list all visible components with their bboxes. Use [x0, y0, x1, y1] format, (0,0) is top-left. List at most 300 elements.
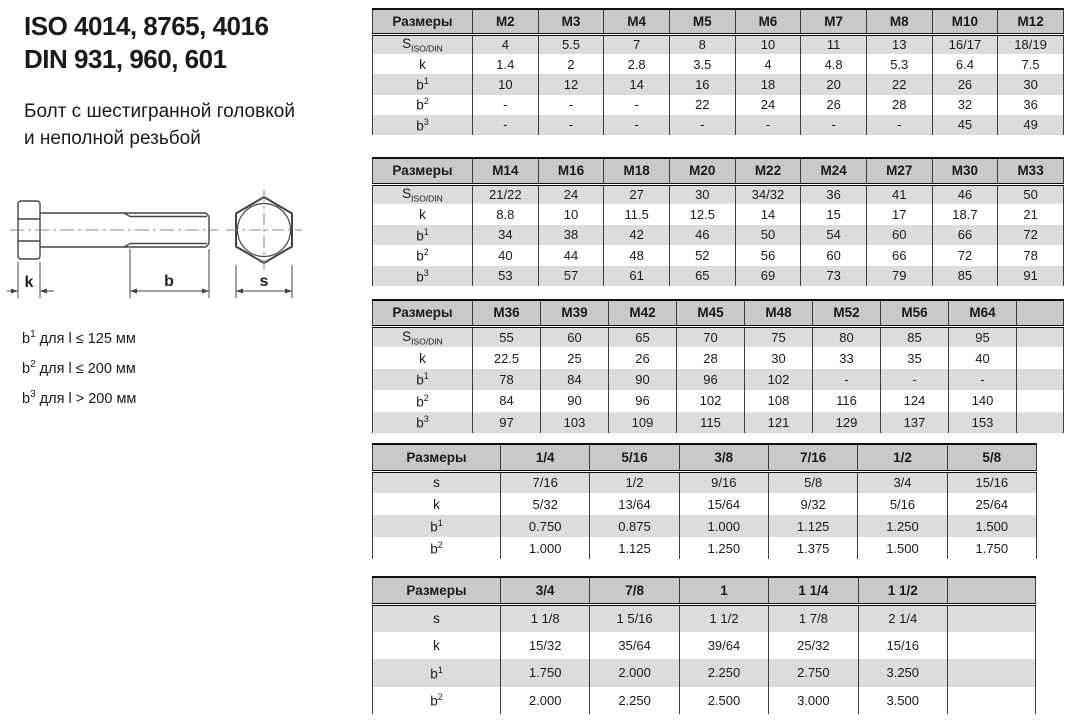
column-header: M5: [669, 9, 735, 34]
dim-value-cell: 12: [538, 74, 604, 94]
column-header: M52: [813, 300, 881, 326]
column-header: M45: [677, 300, 745, 326]
dim-value-cell: 116: [813, 390, 881, 411]
table-row: [373, 245, 1064, 265]
column-header: M12: [998, 9, 1064, 34]
dim-value-cell: -: [669, 115, 735, 135]
dim-value-cell: 9/32: [768, 493, 857, 515]
dim-value-cell: 5/16: [858, 493, 947, 515]
dim-value-cell: 26: [801, 95, 867, 115]
dim-value-cell: 66: [866, 245, 932, 265]
dim-value-cell: 1.125: [590, 537, 679, 559]
dim-value-cell: 55: [473, 326, 541, 347]
dim-value-cell: 11.5: [604, 204, 670, 224]
table-row: [373, 326, 1064, 347]
standard-title-din: DIN 931, 960, 601: [24, 44, 227, 74]
column-header: 7/8: [590, 577, 679, 604]
dim-value-cell: 25/32: [769, 632, 858, 660]
column-header: 3/8: [679, 444, 768, 471]
dim-value-cell: -: [538, 115, 604, 135]
dim-value-cell: 27: [604, 184, 670, 204]
b-arrow-right: [202, 289, 209, 294]
dim-value-cell: [947, 659, 1035, 687]
dim-value-cell: 24: [735, 95, 801, 115]
size-column-header: Размеры: [373, 158, 473, 184]
dim-value-cell: 46: [932, 184, 998, 204]
table-host-inch-large: [372, 576, 1035, 714]
dim-value-cell: 28: [866, 95, 932, 115]
dim-value-cell: 34: [473, 225, 539, 245]
row-label: $b^1$: [373, 225, 473, 245]
column-header: M64: [949, 300, 1017, 326]
column-header: M4: [604, 9, 670, 34]
table-row: [373, 632, 1036, 660]
row-label: k: [373, 347, 473, 368]
dim-value-cell: 3/4: [858, 471, 947, 493]
dim-value-cell: 49: [998, 115, 1064, 135]
dim-value-cell: 84: [473, 390, 541, 411]
size-column-header: Размеры: [373, 444, 501, 471]
dim-value-cell: 1.250: [679, 537, 768, 559]
dim-value-cell: 102: [745, 369, 813, 390]
dim-value-cell: 65: [669, 266, 735, 286]
dim-value-cell: 121: [745, 412, 813, 433]
dim-value-cell: 1.500: [947, 515, 1036, 537]
column-header: 1/4: [501, 444, 590, 471]
column-header: 1/2: [858, 444, 947, 471]
dim-value-cell: 44: [538, 245, 604, 265]
table-row: [373, 74, 1064, 94]
dim-value-cell: 96: [677, 369, 745, 390]
row-label: $b^1$: [373, 515, 501, 537]
dim-value-cell: 4: [473, 34, 539, 54]
table-row: [373, 537, 1037, 559]
dim-value-cell: 5/8: [768, 471, 857, 493]
dim-value-cell: 12.5: [669, 204, 735, 224]
dim-value-cell: 90: [541, 390, 609, 411]
dim-value-cell: 21/22: [473, 184, 539, 204]
table-row: [373, 204, 1064, 224]
dim-value-cell: 1 1/8: [501, 604, 590, 632]
column-header: M56: [881, 300, 949, 326]
dim-value-cell: 18.7: [932, 204, 998, 224]
dim-value-cell: -: [735, 115, 801, 135]
dim-value-cell: 20: [801, 74, 867, 94]
dim-value-cell: 8.8: [473, 204, 539, 224]
dim-value-cell: 9/16: [679, 471, 768, 493]
bolt-technical-drawing: [6, 186, 356, 324]
column-header: M8: [866, 9, 932, 34]
dim-value-cell: 24: [538, 184, 604, 204]
dim-value-cell: 102: [677, 390, 745, 411]
standard-title-iso: ISO 4014, 8765, 4016: [24, 11, 269, 41]
table-host-m2-m12: [372, 8, 1063, 135]
column-header: M6: [735, 9, 801, 34]
dim-value-cell: 96: [609, 390, 677, 411]
dim-value-cell: 50: [735, 225, 801, 245]
dim-value-cell: 41: [866, 184, 932, 204]
dim-value-cell: 35/64: [590, 632, 679, 660]
dim-value-cell: 13: [866, 34, 932, 54]
column-header: M10: [932, 9, 998, 34]
column-header: 1 1/2: [858, 577, 947, 604]
b-dimension-label: b: [164, 273, 174, 290]
row-label: s: [373, 471, 501, 493]
dim-value-cell: 1/2: [590, 471, 679, 493]
column-header: 1 1/4: [769, 577, 858, 604]
row-label: k: [373, 204, 473, 224]
header-row: [373, 9, 1064, 34]
dim-value-cell: 0.750: [501, 515, 590, 537]
table-host-m36-m64: [372, 299, 1063, 433]
dim-value-cell: 10: [473, 74, 539, 94]
dim-value-cell: 75: [745, 326, 813, 347]
dim-value-cell: 54: [801, 225, 867, 245]
table-row: [373, 687, 1036, 715]
dim-value-cell: 2: [538, 54, 604, 74]
dim-value-cell: 21: [998, 204, 1064, 224]
dim-value-cell: 103: [541, 412, 609, 433]
dim-value-cell: 2.250: [679, 659, 768, 687]
dim-value-cell: 56: [735, 245, 801, 265]
column-header: 5/16: [590, 444, 679, 471]
row-label: $S_{ISO/DIN}$: [373, 326, 473, 347]
k-arrow-right: [40, 289, 47, 294]
dim-value-cell: 13/64: [590, 493, 679, 515]
dim-value-cell: 22: [669, 95, 735, 115]
column-header: M30: [932, 158, 998, 184]
column-header: [947, 577, 1035, 604]
row-label: k: [373, 493, 501, 515]
dim-value-cell: 15/16: [947, 471, 1036, 493]
dim-value-cell: 85: [881, 326, 949, 347]
dim-value-cell: 45: [932, 115, 998, 135]
dim-value-cell: 18: [735, 74, 801, 94]
dim-value-cell: 38: [538, 225, 604, 245]
dim-value-cell: 1.000: [501, 537, 590, 559]
bolt-description-line2: и неполной резьбой: [24, 128, 201, 149]
dim-value-cell: 48: [604, 245, 670, 265]
dim-value-cell: 65: [609, 326, 677, 347]
row-label: $b^2$: [373, 245, 473, 265]
column-header: [1017, 300, 1064, 326]
dimensions-table-m2-m12: [372, 8, 1064, 135]
column-header: M7: [801, 9, 867, 34]
dim-value-cell: 40: [949, 347, 1017, 368]
column-header: M18: [604, 158, 670, 184]
dim-value-cell: 3.5: [669, 54, 735, 74]
dim-value-cell: 5.5: [538, 34, 604, 54]
thread-length-notes: [22, 322, 136, 411]
dim-value-cell: 7: [604, 34, 670, 54]
note-b3: $b^3$ для l > 200 мм: [22, 388, 137, 407]
table-host-m14-m33: [372, 157, 1063, 286]
dim-value-cell: 140: [949, 390, 1017, 411]
header-row: [373, 300, 1064, 326]
dim-value-cell: 2.750: [769, 659, 858, 687]
column-header: M14: [473, 158, 539, 184]
dimensions-table-inch-threequarters-to-oneandhalf: [372, 576, 1036, 714]
dim-value-cell: 34/32: [735, 184, 801, 204]
s-dimension-label: s: [259, 273, 269, 290]
table-row: [373, 184, 1064, 204]
dim-value-cell: -: [473, 115, 539, 135]
dim-value-cell: 129: [813, 412, 881, 433]
table-row: [373, 347, 1064, 368]
bolt-drawing-svg: [6, 186, 356, 324]
dim-value-cell: 3.500: [858, 687, 947, 715]
table-row: [373, 266, 1064, 286]
header-row: [373, 444, 1037, 471]
dim-value-cell: 42: [604, 225, 670, 245]
column-header: M27: [866, 158, 932, 184]
column-header: M33: [998, 158, 1064, 184]
dim-value-cell: 28: [677, 347, 745, 368]
table-row: [373, 471, 1037, 493]
column-header: M2: [473, 9, 539, 34]
size-column-header: Размеры: [373, 577, 501, 604]
column-header: 7/16: [768, 444, 857, 471]
dim-value-cell: 72: [998, 225, 1064, 245]
dim-value-cell: 32: [932, 95, 998, 115]
row-label: $b^2$: [373, 537, 501, 559]
table-row: [373, 115, 1064, 135]
dim-value-cell: [1017, 390, 1064, 411]
dimensions-table-inch-quarter-to-fiveeighths: [372, 443, 1037, 559]
dim-value-cell: 11: [801, 34, 867, 54]
s-arrow-right: [285, 289, 292, 294]
row-label: $b^2$: [373, 687, 501, 715]
dim-value-cell: 85: [932, 266, 998, 286]
column-header: M16: [538, 158, 604, 184]
dim-value-cell: 60: [541, 326, 609, 347]
dim-value-cell: 2.250: [590, 687, 679, 715]
row-label: $b^3$: [373, 412, 473, 433]
dim-value-cell: 35: [881, 347, 949, 368]
dim-value-cell: -: [866, 115, 932, 135]
dim-value-cell: 8: [669, 34, 735, 54]
dim-value-cell: 1 7/8: [769, 604, 858, 632]
dim-value-cell: 91: [998, 266, 1064, 286]
row-label: k: [373, 632, 501, 660]
dim-value-cell: 39/64: [679, 632, 768, 660]
dim-value-cell: 15/16: [858, 632, 947, 660]
dim-value-cell: 4: [735, 54, 801, 74]
dim-value-cell: 14: [604, 74, 670, 94]
dim-value-cell: 22: [866, 74, 932, 94]
size-column-header: Размеры: [373, 300, 473, 326]
dim-value-cell: [947, 687, 1035, 715]
dim-value-cell: [947, 604, 1035, 632]
dim-value-cell: [1017, 412, 1064, 433]
dim-value-cell: 2.000: [590, 659, 679, 687]
dim-value-cell: 80: [813, 326, 881, 347]
row-label: $S_{ISO/DIN}$: [373, 184, 473, 204]
dim-value-cell: 2 1/4: [858, 604, 947, 632]
dim-value-cell: 57: [538, 266, 604, 286]
dim-value-cell: 70: [677, 326, 745, 347]
dim-value-cell: 22.5: [473, 347, 541, 368]
row-label: $b^2$: [373, 390, 473, 411]
dim-value-cell: 2.8: [604, 54, 670, 74]
dim-value-cell: -: [538, 95, 604, 115]
dim-value-cell: 17: [866, 204, 932, 224]
dim-value-cell: 10: [735, 34, 801, 54]
dim-value-cell: 1.4: [473, 54, 539, 74]
note-b2: $b^2$ для l ≤ 200 мм: [22, 358, 136, 377]
dim-value-cell: 3.250: [858, 659, 947, 687]
dim-value-cell: 1.250: [858, 515, 947, 537]
dim-value-cell: 61: [604, 266, 670, 286]
dim-value-cell: 25: [541, 347, 609, 368]
column-header: M22: [735, 158, 801, 184]
column-header: 1: [679, 577, 768, 604]
dim-value-cell: 0.875: [590, 515, 679, 537]
column-header: M3: [538, 9, 604, 34]
dim-value-cell: [947, 632, 1035, 660]
dim-value-cell: 69: [735, 266, 801, 286]
dim-value-cell: 1.500: [858, 537, 947, 559]
dim-value-cell: 60: [866, 225, 932, 245]
table-row: [373, 515, 1037, 537]
dim-value-cell: 2.000: [501, 687, 590, 715]
dim-value-cell: 72: [932, 245, 998, 265]
dim-value-cell: 6.4: [932, 54, 998, 74]
dim-value-cell: 36: [801, 184, 867, 204]
dim-value-cell: 18/19: [998, 34, 1064, 54]
table-row: [373, 54, 1064, 74]
dim-value-cell: 109: [609, 412, 677, 433]
dim-value-cell: 16/17: [932, 34, 998, 54]
dim-value-cell: [1017, 347, 1064, 368]
dim-value-cell: 15/64: [679, 493, 768, 515]
bolt-description-line1: Болт с шестигранной головкой: [24, 101, 295, 122]
dim-value-cell: 30: [745, 347, 813, 368]
b-arrow-left: [130, 289, 137, 294]
table-row: [373, 659, 1036, 687]
dim-value-cell: 115: [677, 412, 745, 433]
table-row: [373, 493, 1037, 515]
dim-value-cell: 26: [932, 74, 998, 94]
row-label: $b^1$: [373, 659, 501, 687]
dim-value-cell: 40: [473, 245, 539, 265]
dim-value-cell: -: [949, 369, 1017, 390]
dim-value-cell: 97: [473, 412, 541, 433]
dim-value-cell: 3.000: [769, 687, 858, 715]
dim-value-cell: 1 1/2: [679, 604, 768, 632]
dimensions-table-m36-m64: [372, 299, 1064, 433]
k-arrow-left: [11, 289, 18, 294]
row-label: k: [373, 54, 473, 74]
dim-value-cell: 50: [998, 184, 1064, 204]
table-row: [373, 369, 1064, 390]
dim-value-cell: 1.125: [768, 515, 857, 537]
dim-value-cell: 1.750: [501, 659, 590, 687]
table-row: [373, 34, 1064, 54]
dim-value-cell: 66: [932, 225, 998, 245]
dim-value-cell: 30: [998, 74, 1064, 94]
dim-value-cell: 10: [538, 204, 604, 224]
dim-value-cell: 90: [609, 369, 677, 390]
k-dimension-label: k: [24, 274, 34, 291]
table-row: [373, 225, 1064, 245]
dim-value-cell: 36: [998, 95, 1064, 115]
dim-value-cell: 1.750: [947, 537, 1036, 559]
column-header: M48: [745, 300, 813, 326]
dim-value-cell: -: [813, 369, 881, 390]
dim-value-cell: 137: [881, 412, 949, 433]
table-row: [373, 95, 1064, 115]
dim-value-cell: 2.500: [679, 687, 768, 715]
dim-value-cell: 26: [609, 347, 677, 368]
table-row: [373, 604, 1036, 632]
dim-value-cell: 7/16: [501, 471, 590, 493]
column-header: M42: [609, 300, 677, 326]
table-row: [373, 390, 1064, 411]
dimensions-table-m14-m33: [372, 157, 1064, 286]
table-row: [373, 412, 1064, 433]
dim-value-cell: -: [604, 115, 670, 135]
dim-value-cell: 46: [669, 225, 735, 245]
column-header: M20: [669, 158, 735, 184]
header-row: [373, 158, 1064, 184]
dim-value-cell: 124: [881, 390, 949, 411]
dim-value-cell: 4.8: [801, 54, 867, 74]
dim-value-cell: 25/64: [947, 493, 1036, 515]
note-b1: $b^1$ для l ≤ 125 мм: [22, 329, 136, 347]
dim-value-cell: 1 5/16: [590, 604, 679, 632]
column-header: M24: [801, 158, 867, 184]
dim-value-cell: 33: [813, 347, 881, 368]
dim-value-cell: 1.000: [679, 515, 768, 537]
dim-value-cell: 5.3: [866, 54, 932, 74]
dim-value-cell: 53: [473, 266, 539, 286]
dim-value-cell: -: [604, 95, 670, 115]
row-label: $b^3$: [373, 115, 473, 135]
dim-value-cell: 84: [541, 369, 609, 390]
dim-value-cell: 16: [669, 74, 735, 94]
dim-value-cell: 15/32: [501, 632, 590, 660]
row-label: $b^2$: [373, 95, 473, 115]
dim-value-cell: -: [881, 369, 949, 390]
dim-value-cell: -: [473, 95, 539, 115]
bolt-description: [24, 98, 364, 152]
dim-value-cell: 30: [669, 184, 735, 204]
dim-value-cell: 78: [473, 369, 541, 390]
row-label: $b^1$: [373, 369, 473, 390]
dim-value-cell: 60: [801, 245, 867, 265]
dim-value-cell: 73: [801, 266, 867, 286]
dim-value-cell: 78: [998, 245, 1064, 265]
table-host-inch-small: [372, 443, 1036, 559]
dim-value-cell: 15: [801, 204, 867, 224]
dim-value-cell: 52: [669, 245, 735, 265]
dim-value-cell: -: [801, 115, 867, 135]
dim-value-cell: 5/32: [501, 493, 590, 515]
row-label: $b^1$: [373, 74, 473, 94]
dim-value-cell: [1017, 369, 1064, 390]
dim-value-cell: 14: [735, 204, 801, 224]
column-header: 5/8: [947, 444, 1036, 471]
size-column-header: Размеры: [373, 9, 473, 34]
dim-value-cell: 108: [745, 390, 813, 411]
dim-value-cell: 95: [949, 326, 1017, 347]
dim-value-cell: 79: [866, 266, 932, 286]
header-row: [373, 577, 1036, 604]
left-panel: [24, 10, 364, 152]
dim-value-cell: 7.5: [998, 54, 1064, 74]
column-header: 3/4: [501, 577, 590, 604]
